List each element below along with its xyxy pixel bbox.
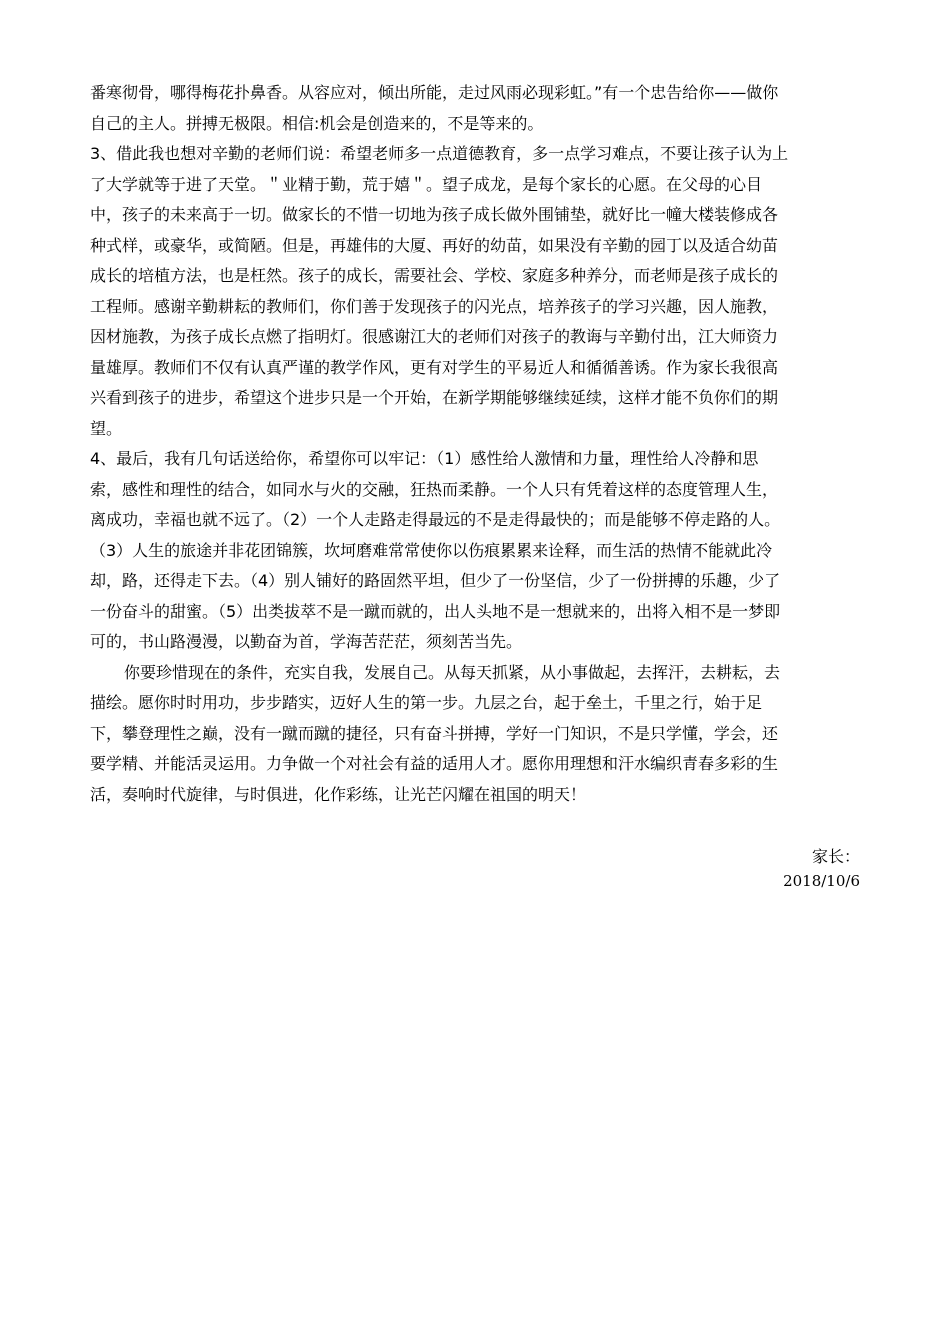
text-line: 自己的主人。拼搏无极限。相信:机会是创造来的，不是等来的。 — [90, 113, 544, 133]
text-line: 却，路，还得走下去。（4）别人铺好的路固然平坦，但少了一份坚信，少了一份拼搏的乐趣，少了 — [90, 571, 781, 590]
text-line: 可的，书山路漫漫，以勤奋为首，学海苦茫茫，须刻苦当先。 — [90, 632, 523, 651]
text-line: 因材施教，为孩子成长点燃了指明灯。很感谢江大的老师们对孩子的教诲与辛勤付出，江大师资力 — [90, 327, 779, 346]
text-line: 种式样，或豪华，或简陋。但是，再雄伟的大厦、再好的幼苗，如果没有辛勤的园丁以及适合幼苗 — [90, 235, 779, 255]
text-line: 4、最后，我有几句话送给你，希望你可以牢记：（1）感性给人激情和力量，理性给人冷静和思 — [90, 449, 759, 468]
text-line: 量雄厚。教师们不仅有认真严谨的教学作风，更有对学生的平易近人和循循善诱。作为家长我很高 — [90, 357, 779, 377]
text-line: 3、借此我也想对辛勤的老师们说：希望老师多一点道德教育，多一点学习难点，不要让孩子认为上 — [90, 144, 789, 163]
text-line: 兴看到孩子的进步，希望这个进步只是一个开始，在新学期能够继续延续，这样才能不负你们的期 — [90, 388, 779, 407]
text-line: 一份奋斗的甜蜜。（5）出类拔萃不是一蹴而就的，出人头地不是一想就来的，出将入相不是一梦即 — [90, 601, 781, 621]
paragraph-advice — [90, 444, 860, 658]
paragraph-to-teachers — [90, 139, 860, 444]
paragraph-encouragement — [90, 78, 860, 139]
text-line: 中，孩子的未来高于一切。做家长的不惜一切地为孩子成长做外围铺垫，就好比一幢大楼装修成各 — [90, 205, 779, 224]
text-line: 描绘。愿你时时用功，步步踏实，迈好人生的第一步。九层之台，起于垒土，千里之行，始于足 — [90, 693, 763, 712]
text-line: 望。 — [90, 418, 123, 438]
letter-body — [90, 78, 860, 810]
text-line: 下，攀登理性之巅，没有一蹴而蹴的捷径，只有奋斗拼搏，学好一门知识，不是只学懂，学会，还 — [90, 723, 779, 743]
paragraph-closing-wishes — [90, 658, 860, 811]
text-line: 索，感性和理性的结合，如同水与火的交融，狂热而柔静。一个人只有凭着这样的态度管理人生， — [90, 479, 779, 499]
text-line: 成长的培植方法，也是枉然。孩子的成长，需要社会、学校、家庭多种养分，而老师是孩子成长的 — [90, 266, 779, 285]
text-line: 工程师。感谢辛勤耕耘的教师们，你们善于发现孩子的闪光点，培养孩子的学习兴趣，因人施教， — [90, 296, 779, 316]
text-line: 番寒彻骨，哪得梅花扑鼻香。从容应对，倾出所能，走过风雨必现彩虹。”有一个忠告给你——做你 — [90, 83, 779, 102]
text-line: （3）人生的旅途并非花团锦簇，坎坷磨难常常使你以伤痕累累来诠释，而生活的热情不能就此冷 — [90, 540, 773, 560]
text-line: 要学精、并能活灵运用。力争做一个对社会有益的适用人才。愿你用理想和汗水编织青春多彩的生 — [90, 754, 779, 773]
signature-label: 家长： — [811, 847, 860, 866]
text-line: 离成功，幸福也就不远了。（2）一个人走路走得最远的不是走得最快的；而是能够不停走路的人。 — [90, 510, 781, 529]
text-line: 活，奏响时代旋律，与时俱进，化作彩练，让光芒闪耀在祖国的明天！ — [90, 784, 587, 804]
text-line: 了大学就等于进了天堂。＂业精于勤，荒于嬉＂。望子成龙，是每个家长的心愿。在父母的心目 — [90, 174, 763, 194]
text-line: 你要珍惜现在的条件，充实自我，发展自己。从每天抓紧，从小事做起，去挥汗，去耕耘，去 — [124, 662, 781, 682]
signature-date: 2018/10/6 — [783, 872, 860, 890]
